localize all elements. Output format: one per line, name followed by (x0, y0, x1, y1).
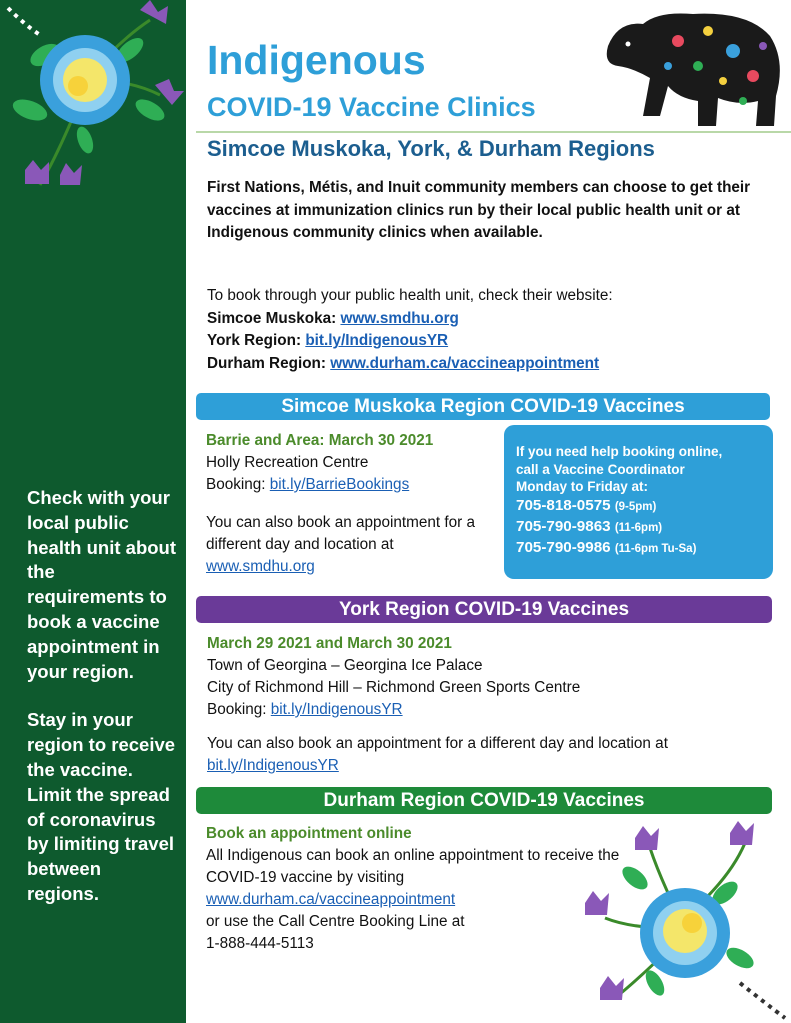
booking-durham-label: Durham Region: (207, 354, 326, 372)
york-section (207, 633, 777, 777)
phone-1 (516, 496, 761, 517)
durham-phone: 1-888-444-5113 (206, 935, 314, 952)
durham-banner: Durham Region COVID-19 Vaccines (196, 787, 772, 814)
title-divider (196, 131, 791, 133)
sidebar (0, 0, 186, 1023)
durham-website-link[interactable]: www.durham.ca/vaccineappointment (330, 354, 600, 372)
york-also-link[interactable]: bit.ly/IndigenousYR (207, 757, 339, 774)
phone-2 (516, 517, 761, 538)
help-box (504, 425, 773, 579)
phone-hours: (11-6pm Tu-Sa) (614, 542, 697, 555)
phone-number: 705-790-9863 (516, 517, 611, 535)
booking-simcoe-row (207, 308, 777, 331)
sidebar-paragraph-2: Stay in your region to receive the vaccine. Limit the spread of coronavirus by limiting travel between regions. (27, 709, 176, 904)
durham-heading: Book an appointment online (206, 825, 412, 842)
booking-york-label: York Region: (207, 332, 302, 349)
booking-simcoe-label: Simcoe Muskoka: (207, 309, 337, 327)
page-title: Indigenous (207, 37, 426, 83)
simcoe-website-link[interactable]: www.smdhu.org (340, 309, 459, 327)
bear-illustration-icon (598, 6, 788, 131)
help-line-3: Monday to Friday at: (516, 479, 649, 494)
simcoe-also-link[interactable]: www.smdhu.org (206, 558, 315, 575)
floral-decoration-icon (580, 818, 791, 1023)
york-line-1: Town of Georgina – Georgina Ice Palace (207, 657, 483, 674)
simcoe-section (206, 430, 501, 578)
york-also-text (207, 733, 777, 777)
durham-link-row (206, 889, 626, 911)
sidebar-paragraph-1: Check with your local public health unit about the requirements to book a vaccine appointment in your region. (27, 487, 177, 682)
phone-number: 705-790-9986 (516, 538, 611, 556)
simcoe-heading: Barrie and Area: March 30 2021 (206, 432, 434, 449)
york-booking-link[interactable]: bit.ly/IndigenousYR (270, 701, 403, 718)
phone-3 (516, 538, 761, 559)
barrie-bookings-link[interactable]: bit.ly/BarrieBookings (269, 476, 410, 493)
york-also-label: You can also book an appointment for a different day and location at (207, 735, 668, 752)
durham-after: or use the Call Centre Booking Line at (206, 913, 465, 930)
york-website-link[interactable]: bit.ly/IndigenousYR (305, 332, 449, 349)
simcoe-venue: Holly Recreation Centre (206, 454, 369, 471)
durham-text: All Indigenous can book an online appointment to receive the COVID-19 vaccine by visiting (206, 847, 620, 886)
phone-hours: (9-5pm) (614, 500, 657, 513)
sidebar-message (27, 486, 177, 931)
help-line-2: call a Vaccine Coordinator (516, 461, 685, 477)
page-subtitle: COVID-19 Vaccine Clinics (207, 92, 536, 122)
regions-heading: Simcoe Muskoka, York, & Durham Regions (207, 136, 655, 161)
simcoe-booking-row (206, 474, 501, 496)
booking-info (207, 285, 777, 375)
durham-section (206, 823, 626, 955)
durham-vaccine-link[interactable]: www.durham.ca/vaccineappointment (206, 891, 456, 908)
phone-number: 705-818-0575 (516, 496, 611, 514)
floral-decoration-icon (0, 0, 186, 210)
simcoe-also-text (206, 512, 501, 578)
york-banner: York Region COVID-19 Vaccines (196, 596, 772, 623)
booking-york-row (207, 330, 777, 353)
simcoe-booking-label: Booking: (206, 476, 266, 493)
york-line-2: City of Richmond Hill – Richmond Green Sports Centre (207, 679, 581, 696)
booking-lead: To book through your public health unit, check their website: (207, 287, 613, 304)
york-heading: March 29 2021 and March 30 2021 (207, 635, 452, 652)
phone-hours: (11-6pm) (614, 521, 663, 534)
booking-durham-row (207, 353, 777, 376)
intro-paragraph: First Nations, Métis, and Inuit community members can choose to get their vaccines at immunization clinics run by their local public health unit or at Indigenous community clinics when available. (207, 179, 751, 241)
help-line-1: If you need help booking online, (516, 444, 723, 459)
simcoe-banner: Simcoe Muskoka Region COVID-19 Vaccines (196, 393, 770, 420)
york-booking-row (207, 699, 777, 721)
simcoe-also-label: You can also book an appointment for a different day and location at (206, 514, 476, 553)
york-booking-label: Booking: (207, 701, 267, 718)
